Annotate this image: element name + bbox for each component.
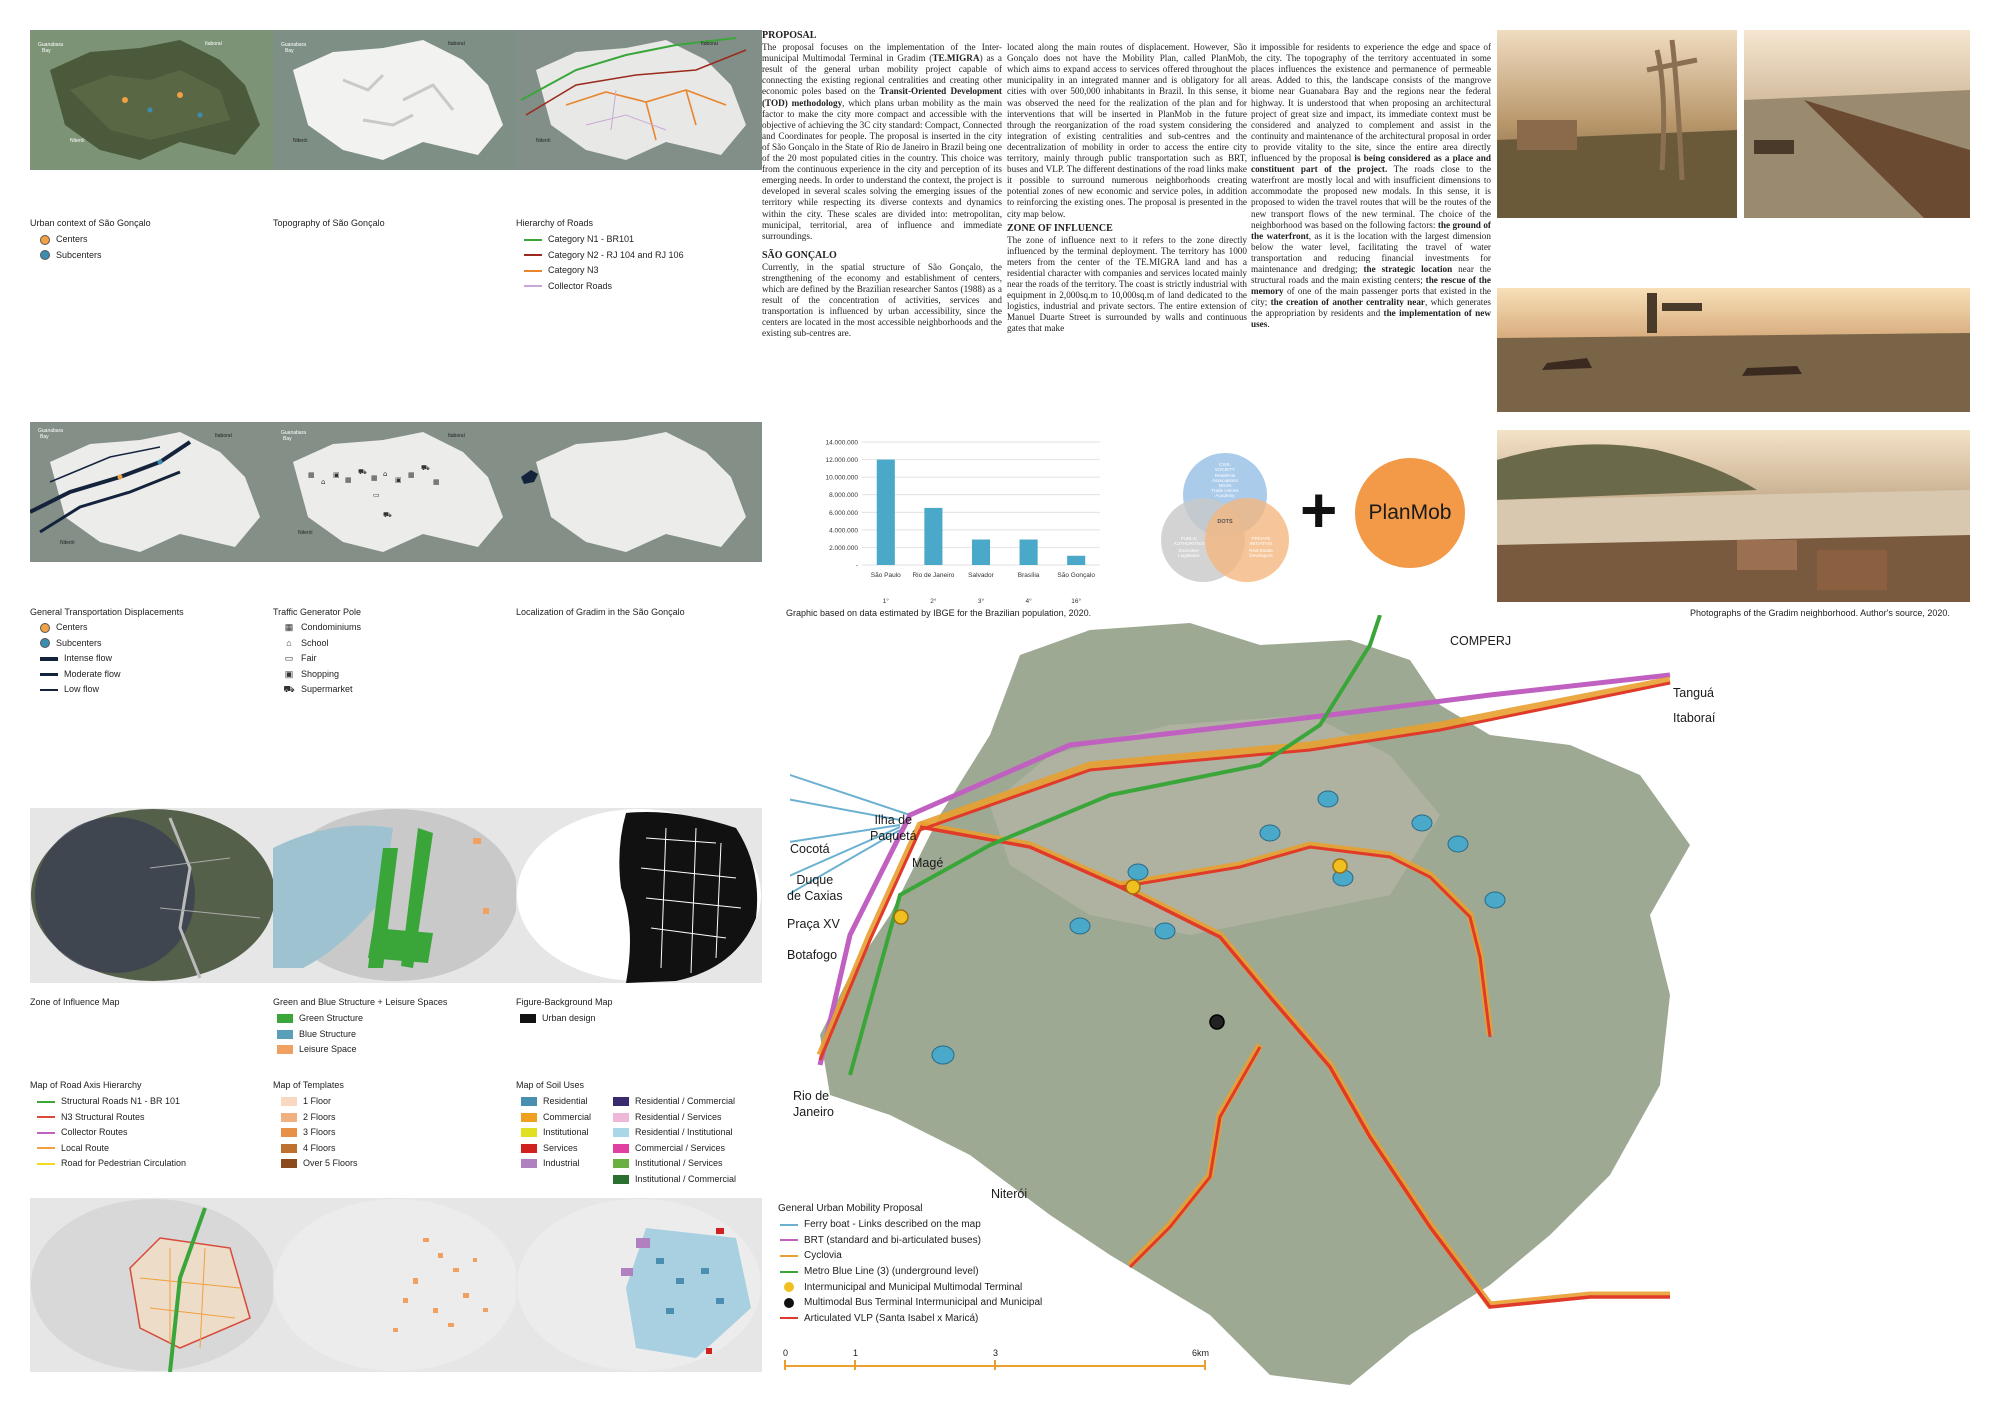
roads-legend	[524, 232, 684, 294]
photo-mangrove	[1497, 30, 1737, 218]
legend-centers-2: Centers	[40, 620, 121, 636]
zone-caption: Zone of Influence Map	[30, 997, 120, 1007]
legend-green-structure: Green Structure	[277, 1011, 363, 1027]
svg-text:Niterói: Niterói	[60, 540, 75, 546]
legend-condominiums: ▦ Condominiums	[283, 620, 361, 636]
templates-legend	[281, 1094, 358, 1172]
green-legend	[277, 1011, 363, 1058]
templates-map	[273, 1198, 519, 1372]
urban-context-legend	[40, 232, 102, 263]
svg-text:INITIATIVE: INITIATIVE	[1249, 541, 1273, 546]
legend-industrial: Industrial	[521, 1156, 591, 1172]
chart-caption: Graphic based on data estimated by IBGE for the Brazilian population, 2020.	[786, 608, 1092, 618]
svg-text:▦: ▦	[408, 471, 415, 479]
svg-text:Itaboraí: Itaboraí	[205, 41, 222, 47]
legend-low-flow: Low flow	[40, 682, 121, 698]
svg-text:Developers: Developers	[1249, 553, 1273, 558]
chart-ytick-label: 14.000.000	[825, 439, 858, 447]
svg-text:Niterói: Niterói	[293, 138, 308, 144]
scale-bar	[780, 1348, 1220, 1378]
roads-hierarchy-map	[516, 30, 762, 170]
legend-collector-routes: Collector Routes	[37, 1125, 186, 1141]
photo-waterfront	[1497, 288, 1970, 412]
legend-local-route: Local Route	[37, 1141, 186, 1157]
urban-context-map	[30, 30, 276, 170]
green-caption: Green and Blue Structure + Leisure Spaces	[273, 997, 448, 1007]
condominium-icon: ▦	[284, 622, 294, 632]
svg-text:⌂: ⌂	[383, 470, 388, 478]
roads-caption: Hierarchy of Roads	[516, 218, 594, 228]
population-bar-chart	[800, 420, 1110, 620]
chart-bar	[877, 460, 895, 565]
legend-res-com: Residential / Commercial	[613, 1094, 736, 1110]
urban-context-caption: Urban context of São Gonçalo	[30, 218, 151, 228]
legend-urban-design: Urban design	[520, 1011, 596, 1027]
legend-res-inst: Residential / Institutional	[613, 1125, 736, 1141]
road-axis-map	[30, 1198, 276, 1372]
svg-text:Niterói: Niterói	[536, 138, 551, 144]
fair-icon: ▭	[284, 653, 294, 663]
svg-text:Guanabara: Guanabara	[38, 42, 64, 48]
legend-moderate-flow: Moderate flow	[40, 667, 121, 683]
venn-diagram	[1145, 440, 1305, 600]
photos-caption: Photographs of the Gradim neighborhood. Author's source, 2020.	[1690, 608, 1950, 618]
traffic-legend	[283, 620, 361, 698]
photo-bay	[1497, 430, 1970, 602]
svg-text:Trade Unions: Trade Unions	[1211, 488, 1239, 493]
legend-commercial: Commercial	[521, 1110, 591, 1126]
label-itaborai: Itaboraí	[1673, 711, 1716, 725]
soil-legend-right	[613, 1094, 736, 1187]
svg-text:PUBLIC: PUBLIC	[1180, 536, 1198, 541]
svg-text:Niterói: Niterói	[298, 530, 313, 536]
axis-caption: Map of Road Axis Hierarchy	[30, 1080, 142, 1090]
bar-chart-svg	[800, 420, 1110, 620]
legend-4-floors: 4 Floors	[281, 1141, 358, 1157]
label-comperj: COMPERJ	[1450, 634, 1512, 648]
chart-rank-label: 2°	[930, 598, 937, 605]
figure-legend	[520, 1011, 596, 1027]
legend-1-floor: 1 Floor	[281, 1094, 358, 1110]
shopping-icon: ▣	[284, 668, 294, 679]
topography-map	[273, 30, 519, 170]
svg-text:▦: ▦	[345, 476, 352, 484]
figure-background-map	[516, 808, 762, 983]
photo-pier	[1744, 30, 1970, 218]
chart-bar	[1067, 556, 1085, 565]
scale-6km: 6km	[1192, 1348, 1210, 1358]
chart-bar	[972, 540, 990, 565]
chart-ytick-label: 2.000.000	[829, 544, 858, 552]
legend-structural-n1: Structural Roads N1 - BR 101	[37, 1094, 186, 1110]
chart-category-label: São Gonçalo	[1057, 572, 1095, 579]
transport-legend	[40, 620, 121, 698]
plus-sign: +	[1300, 474, 1338, 546]
legend-shopping: ▣ Shopping	[283, 667, 361, 683]
label-cocota: Cocotá	[790, 842, 830, 856]
legend-multimodal-terminal: Intermunicipal and Municipal Multimodal Terminal	[778, 1279, 1042, 1295]
chart-ytick-label: 6.000.000	[829, 509, 858, 517]
svg-text:PRIVATE: PRIVATE	[1251, 536, 1271, 541]
transport-map	[30, 422, 276, 562]
legend-2-floors: 2 Floors	[281, 1110, 358, 1126]
venn-circle-private	[1205, 498, 1289, 582]
svg-text:▣: ▣	[395, 476, 402, 484]
zone-influence-map	[30, 808, 276, 983]
svg-text:Guanabara: Guanabara	[281, 430, 307, 436]
chart-ytick-label: 10.000.000	[825, 474, 858, 482]
label-niteroi: Niterói	[991, 1187, 1028, 1201]
chart-rank-label: 1°	[882, 598, 889, 605]
legend-intense-flow: Intense flow	[40, 651, 121, 667]
legend-school: ⌂ School	[283, 636, 361, 652]
svg-text:⛟: ⛟	[383, 511, 392, 519]
svg-text:Academy: Academy	[1215, 493, 1235, 498]
svg-text:▦: ▦	[308, 471, 315, 479]
svg-text:Itaboraí: Itaboraí	[448, 433, 465, 439]
label-ilha: Ilha de Paquetá	[870, 813, 917, 843]
mobility-legend	[778, 1203, 1042, 1326]
soil-legend-left	[521, 1094, 591, 1172]
label-mage: Magé	[912, 856, 944, 870]
school-icon: ⌂	[286, 637, 292, 648]
green-blue-map	[273, 808, 519, 983]
chart-bar	[924, 508, 942, 565]
svg-text:Bay: Bay	[42, 48, 51, 54]
planmob-label: PlanMob	[1368, 501, 1452, 524]
svg-text:AUTHORITIES: AUTHORITIES	[1173, 541, 1205, 546]
planmob-circle	[1355, 458, 1465, 568]
supermarket-icon: ⛟	[283, 684, 295, 694]
transport-caption: General Transportation Displacements	[30, 607, 184, 617]
legend-brt: BRT (standard and bi-articulated buses)	[778, 1233, 1042, 1249]
svg-text:Bay: Bay	[285, 48, 294, 54]
legend-cyclovia: Cyclovia	[778, 1248, 1042, 1264]
label-rio: Rio de Janeiro	[793, 1089, 834, 1119]
svg-text:Guanabara: Guanabara	[38, 428, 64, 434]
templates-caption: Map of Templates	[273, 1080, 344, 1090]
svg-text:Real Estate: Real Estate	[1249, 548, 1273, 553]
gradim-caption: Localization of Gradim in the São Gonçalo	[516, 607, 685, 617]
legend-vlp: Articulated VLP (Santa Isabel x Maricá)	[778, 1311, 1042, 1327]
chart-ytick-label: 4.000.000	[829, 527, 858, 535]
legend-n1: Category N1 - BR101	[524, 232, 684, 248]
svg-text:Guanabara: Guanabara	[281, 42, 307, 48]
text-column-3: it impossible for residents to experience the edge and space of the city. The topography of the territory accentuated in some places influences the existence and permanence of permeable areas. Added to this, the landscape consists of the mangrove biome near Guanabara Bay and the regions near the federal highway. It is understood that when proposing an architectural project of great size and impact, its immediate context must be considered and analyzed to complement and assist in the continuity and maintenance of the architectural proposal in order to provide vitality to the site, since the entire area directly influenced by the proposal is being considered as a place and constituent part of the project. The roads close to the waterfront are mostly local and with insufficient dimensions to accommodate the proposed new modals. In this sense, it is proposed to widen the travel routes that will be the routes of the new transport flows of the new terminal. The choice of the neighborhood was based on the following factors: the ground of the waterfront, as it is the location with the largest dimension below the water level, facilitating the travel of water transportation and reducing financial investments for maintenance and dredging; the strategic location near the structural roads and the main existing centers; the rescue of the memory of one of the main passenger ports that existed in the city; the creation of another centrality near, which generates the appropriation by residents and the implementation of new uses.	[1251, 42, 1491, 330]
chart-category-label: Brasília	[1017, 572, 1040, 579]
traffic-caption: Traffic Generator Pole	[273, 607, 362, 617]
chart-rank-label: 4°	[1025, 598, 1032, 605]
legend-ferry: Ferry boat - Links described on the map	[778, 1217, 1042, 1233]
topography-caption: Topography of São Gonçalo	[273, 218, 385, 228]
svg-text:⛟: ⛟	[358, 468, 367, 476]
legend-n3-routes: N3 Structural Routes	[37, 1110, 186, 1126]
scale-0: 0	[783, 1348, 789, 1358]
svg-text:SOCIETY: SOCIETY	[1214, 467, 1236, 472]
chart-bar	[1020, 540, 1038, 565]
legend-inst-com: Institutional / Commercial	[613, 1172, 736, 1188]
soil-caption: Map of Soil Uses	[516, 1080, 585, 1090]
legend-res-serv: Residential / Services	[613, 1110, 736, 1126]
legend-3-floors: 3 Floors	[281, 1125, 358, 1141]
svg-text:NGOs: NGOs	[1218, 483, 1232, 488]
axis-legend	[37, 1094, 186, 1172]
sao-goncalo-heading: SÃO GONÇALO	[762, 249, 837, 261]
chart-category-label: Rio de Janeiro	[912, 572, 955, 579]
svg-text:▭: ▭	[373, 491, 380, 499]
legend-bus-terminal: Multimodal Bus Terminal Intermunicipal and Municipal	[778, 1295, 1042, 1311]
text-column-2: located along the main routes of displacement. However, São Gonçalo does not have the Mobility Plan, called PlanMob, which aims to expand access to services offered throughout the municipality in an integrated manner and is obligatory for all cities with over 500,000 inhabitants in Brazil. In this sense, it was observed the need for the realization of the plan and for interventions that will be inserted in PlanMob in the future through the reorganization of the road system considering the integration of existing centralities and sub-centres and the decentralization of mobility in order to access the entire city territory, mainly through public transportation such as BRT, buses and VLP. The different destinations of the road links make it possible to surround numerous neighborhoods creating potential zones of new economic and service poles, in addition to reinforcing the existing ones. The proposal is presented in the city map below. ZONE OF INFLUENCE The zone of influence next to it refers to the zone directly influenced by the terminal deployment. The territory has 1000 meters from the center of the TE.MIGRA land and has a residential character with companies and services located mainly near the roads of the territory. The coast is strictly industrial with equipment in 2,000sq.m to 10,000sq.m of land dedicated to the logistics, industrial and private sectors. The entire extension of Manuel Duarte Street is surrounded by walls and continuous gates that make	[1007, 42, 1247, 334]
mobility-legend-title: General Urban Mobility Proposal	[778, 1203, 923, 1214]
legend-collector: Collector Roads	[524, 279, 684, 295]
svg-text:Bay: Bay	[283, 436, 292, 442]
soil-uses-map	[516, 1198, 762, 1372]
svg-text:⌂: ⌂	[321, 478, 326, 486]
proposal-heading: PROPOSAL	[762, 30, 817, 41]
svg-text:Niterói: Niterói	[70, 138, 85, 144]
scale-1: 1	[853, 1348, 859, 1358]
svg-text:Legislative: Legislative	[1178, 553, 1200, 558]
svg-text:Itaboraí: Itaboraí	[448, 41, 465, 47]
scale-3: 3	[993, 1348, 999, 1358]
legend-fair: ▭ Fair	[283, 651, 361, 667]
label-duque: Duque de Caxias	[787, 873, 843, 903]
legend-supermarket: ⛟ Supermarket	[283, 682, 361, 698]
zone-heading: ZONE OF INFLUENCE	[1007, 222, 1113, 234]
svg-text:Associations: Associations	[1212, 478, 1238, 483]
gradim-location-map	[516, 422, 762, 562]
legend-pedestrian: Road for Pedestrian Circulation	[37, 1156, 186, 1172]
legend-metro: Metro Blue Line (3) (underground level)	[778, 1264, 1042, 1280]
chart-rank-label: 3°	[977, 598, 985, 605]
svg-text:▣: ▣	[333, 471, 340, 479]
legend-n2: Category N2 - RJ 104 and RJ 106	[524, 248, 684, 264]
legend-inst-serv: Institutional / Services	[613, 1156, 736, 1172]
legend-subcenters: Subcenters	[40, 248, 102, 264]
chart-category-label: Salvador	[968, 572, 994, 579]
label-praca-xv: Praça XV	[787, 917, 840, 931]
chart-rank-label: 16°	[1071, 598, 1082, 605]
legend-com-serv: Commercial / Services	[613, 1141, 736, 1157]
label-botafogo: Botafogo	[787, 948, 838, 962]
legend-blue-structure: Blue Structure	[277, 1027, 363, 1043]
svg-text:CIVIL: CIVIL	[1219, 462, 1231, 467]
svg-text:Bay: Bay	[40, 434, 49, 440]
label-tangua: Tanguá	[1673, 686, 1715, 700]
chart-ytick-label: -	[855, 562, 858, 570]
text-column-1: PROPOSAL The proposal focuses on the implementation of the Inter-municipal Multimodal Terminal in Gradim (TE.MIGRA) as a result of the general urban mobility project capable of connecting the existing regional centralities and creating other economic poles based on the Transit-Oriented Development (TOD) methodology, which plans urban mobility as the main factor to make the city more compact and accessible with the objective of achieving the 3C city standard: Compact, Connected and Coordinates for people. The proposal is inserted in the city of São Gonçalo in the State of Rio de Janeiro in Brazil being one of the 20 most populated cities in the country. This choice was from the continuous experience in the city and perception of its emerging needs. In order to understand the context, the project is developed in several scales solving the emerging issues of the territory while respecting its diverse contexts and dynamics within the city. These scales are divided into: metropolitan, municipal, territorial, area of influence and immediate surroundings. SÃO GONÇALO Currently, in the spatial structure of São Gonçalo, the strengthening of the economy and establishment of centers, which are defined by the Brazilian researcher Santos (1988) as a result of the concentration of activities, services and transportation is influenced by urban accessibility, since the centers are located in the most accessible neighborhoods and the existing sub-centres are.	[762, 30, 1002, 339]
legend-centers: Centers	[40, 232, 102, 248]
svg-text:Itaboraí: Itaboraí	[701, 41, 718, 47]
figure-caption: Figure-Background Map	[516, 997, 613, 1007]
legend-subcenters-2: Subcenters	[40, 636, 121, 652]
svg-text:Itaboraí: Itaboraí	[215, 433, 232, 439]
legend-institutional: Institutional	[521, 1125, 591, 1141]
chart-ytick-label: 8.000.000	[829, 492, 858, 500]
legend-services: Services	[521, 1141, 591, 1157]
svg-text:DOTS: DOTS	[1217, 519, 1233, 525]
legend-n3: Category N3	[524, 263, 684, 279]
chart-ytick-label: 12.000.000	[825, 457, 858, 465]
svg-text:Executive: Executive	[1179, 548, 1199, 553]
svg-text:Residents: Residents	[1214, 473, 1236, 478]
legend-over-5-floors: Over 5 Floors	[281, 1156, 358, 1172]
legend-leisure-space: Leisure Space	[277, 1042, 363, 1058]
chart-category-label: São Paulo	[870, 572, 901, 579]
svg-text:▦: ▦	[371, 474, 378, 482]
svg-text:▦: ▦	[433, 478, 440, 486]
svg-text:⛟: ⛟	[421, 464, 430, 472]
traffic-generator-map	[273, 422, 519, 562]
legend-residential: Residential	[521, 1094, 591, 1110]
